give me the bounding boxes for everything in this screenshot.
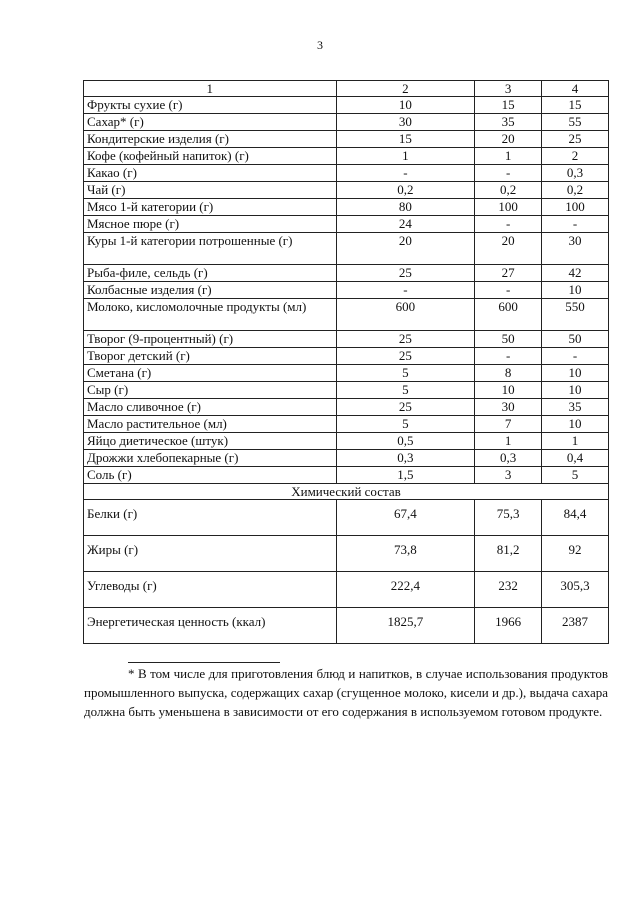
value-cell: 0,3 <box>336 450 475 467</box>
product-name-cell: Чай (г) <box>84 182 337 199</box>
page-number: 3 <box>317 38 323 52</box>
value-cell: 3 <box>475 467 542 484</box>
chem-row <box>84 608 609 644</box>
value-cell: 550 <box>542 299 609 331</box>
value-cell: 1 <box>336 148 475 165</box>
value-cell: 20 <box>336 233 475 265</box>
value-cell: 222,4 <box>336 572 475 608</box>
value-cell: 67,4 <box>336 500 475 536</box>
product-name-cell: Масло растительное (мл) <box>84 416 337 433</box>
value-cell: 30 <box>336 114 475 131</box>
table-row <box>84 467 609 484</box>
table-row <box>84 282 609 299</box>
value-cell: - <box>475 165 542 182</box>
value-cell: 232 <box>475 572 542 608</box>
chem-row <box>84 500 609 536</box>
value-cell: 1 <box>542 433 609 450</box>
product-name-cell: Кофе (кофейный напиток) (г) <box>84 148 337 165</box>
value-cell: 5 <box>336 416 475 433</box>
value-cell: 55 <box>542 114 609 131</box>
product-name-cell: Дрожжи хлебопекарные (г) <box>84 450 337 467</box>
nutrient-name-cell: Углеводы (г) <box>84 572 337 608</box>
value-cell: - <box>542 216 609 233</box>
product-name-cell: Мясо 1-й категории (г) <box>84 199 337 216</box>
product-name-cell: Творог детский (г) <box>84 348 337 365</box>
value-cell: 84,4 <box>542 500 609 536</box>
product-name-cell: Колбасные изделия (г) <box>84 282 337 299</box>
value-cell: 1 <box>475 148 542 165</box>
value-cell: 81,2 <box>475 536 542 572</box>
value-cell: 20 <box>475 131 542 148</box>
table-row <box>84 199 609 216</box>
value-cell: 10 <box>542 365 609 382</box>
value-cell: 42 <box>542 265 609 282</box>
column-header: 4 <box>542 81 609 97</box>
table-header-row <box>84 81 609 97</box>
value-cell: 2 <box>542 148 609 165</box>
value-cell: 75,3 <box>475 500 542 536</box>
product-name-cell: Фрукты сухие (г) <box>84 97 337 114</box>
value-cell: - <box>336 165 475 182</box>
value-cell: 80 <box>336 199 475 216</box>
value-cell: 0,2 <box>475 182 542 199</box>
table-row <box>84 416 609 433</box>
value-cell: 0,3 <box>475 450 542 467</box>
value-cell: 8 <box>475 365 542 382</box>
table-row <box>84 399 609 416</box>
value-cell: 25 <box>336 265 475 282</box>
value-cell: 50 <box>475 331 542 348</box>
product-name-cell: Сыр (г) <box>84 382 337 399</box>
value-cell: 15 <box>475 97 542 114</box>
table-row <box>84 114 609 131</box>
value-cell: 10 <box>542 282 609 299</box>
table-row <box>84 131 609 148</box>
table-row <box>84 433 609 450</box>
value-cell: - <box>475 348 542 365</box>
section-header-row <box>84 484 609 500</box>
value-cell: 25 <box>336 399 475 416</box>
table-row <box>84 97 609 114</box>
product-name-cell: Творог (9-процентный) (г) <box>84 331 337 348</box>
footnote-text: * В том числе для приготовления блюд и напитков, в случае использования продуктов промышленного выпуска, содержащих сахар (сгущенное молоко, кисели и др.), выдача сахара должна быть уменьшена в зависимости от его содержания в используемом готовом продукте. <box>84 666 608 719</box>
column-header: 1 <box>84 81 337 97</box>
table-row <box>84 148 609 165</box>
table-row <box>84 382 609 399</box>
table-row <box>84 216 609 233</box>
value-cell: 10 <box>542 382 609 399</box>
table-row <box>84 331 609 348</box>
nutrient-name-cell: Энергетическая ценность (ккал) <box>84 608 337 644</box>
product-name-cell: Кондитерские изделия (г) <box>84 131 337 148</box>
value-cell: - <box>542 348 609 365</box>
value-cell: 1966 <box>475 608 542 644</box>
product-name-cell: Масло сливочное (г) <box>84 399 337 416</box>
value-cell: 600 <box>475 299 542 331</box>
value-cell: 0,2 <box>542 182 609 199</box>
nutrient-name-cell: Жиры (г) <box>84 536 337 572</box>
value-cell: 73,8 <box>336 536 475 572</box>
product-name-cell: Соль (г) <box>84 467 337 484</box>
chem-row <box>84 572 609 608</box>
food-ration-table <box>83 80 609 644</box>
table-body <box>84 81 609 644</box>
value-cell: 305,3 <box>542 572 609 608</box>
value-cell: 30 <box>475 399 542 416</box>
value-cell: 20 <box>475 233 542 265</box>
table-row <box>84 165 609 182</box>
value-cell: 600 <box>336 299 475 331</box>
product-name-cell: Куры 1-й категории потрошенные (г) <box>84 233 337 265</box>
product-name-cell: Молоко, кисломолочные продукты (мл) <box>84 299 337 331</box>
product-name-cell: Яйцо диетическое (штук) <box>84 433 337 450</box>
value-cell: 1825,7 <box>336 608 475 644</box>
value-cell: 10 <box>542 416 609 433</box>
table-row <box>84 348 609 365</box>
table-row <box>84 182 609 199</box>
value-cell: 5 <box>542 467 609 484</box>
nutrient-name-cell: Белки (г) <box>84 500 337 536</box>
product-name-cell: Сметана (г) <box>84 365 337 382</box>
value-cell: 100 <box>542 199 609 216</box>
chem-row <box>84 536 609 572</box>
value-cell: 30 <box>542 233 609 265</box>
value-cell: 1 <box>475 433 542 450</box>
value-cell: 0,5 <box>336 433 475 450</box>
table-row <box>84 233 609 265</box>
table-row <box>84 265 609 282</box>
value-cell: 5 <box>336 382 475 399</box>
value-cell: 24 <box>336 216 475 233</box>
value-cell: 50 <box>542 331 609 348</box>
product-name-cell: Сахар* (г) <box>84 114 337 131</box>
table-row <box>84 450 609 467</box>
value-cell: 25 <box>336 348 475 365</box>
value-cell: 35 <box>542 399 609 416</box>
table-row <box>84 299 609 331</box>
value-cell: 35 <box>475 114 542 131</box>
footnote-separator <box>128 662 280 663</box>
value-cell: 10 <box>475 382 542 399</box>
column-header: 2 <box>336 81 475 97</box>
value-cell: 25 <box>336 331 475 348</box>
product-name-cell: Мясное пюре (г) <box>84 216 337 233</box>
column-header: 3 <box>475 81 542 97</box>
value-cell: - <box>475 282 542 299</box>
value-cell: 0,3 <box>542 165 609 182</box>
value-cell: 15 <box>336 131 475 148</box>
value-cell: 10 <box>336 97 475 114</box>
value-cell: 15 <box>542 97 609 114</box>
value-cell: 0,2 <box>336 182 475 199</box>
value-cell: 2387 <box>542 608 609 644</box>
value-cell: 100 <box>475 199 542 216</box>
product-name-cell: Какао (г) <box>84 165 337 182</box>
value-cell: 27 <box>475 265 542 282</box>
value-cell: - <box>336 282 475 299</box>
table-row <box>84 365 609 382</box>
value-cell: 1,5 <box>336 467 475 484</box>
value-cell: 7 <box>475 416 542 433</box>
value-cell: - <box>475 216 542 233</box>
product-name-cell: Рыба-филе, сельдь (г) <box>84 265 337 282</box>
value-cell: 5 <box>336 365 475 382</box>
value-cell: 25 <box>542 131 609 148</box>
value-cell: 92 <box>542 536 609 572</box>
value-cell: 0,4 <box>542 450 609 467</box>
section-title: Химический состав <box>84 484 609 500</box>
